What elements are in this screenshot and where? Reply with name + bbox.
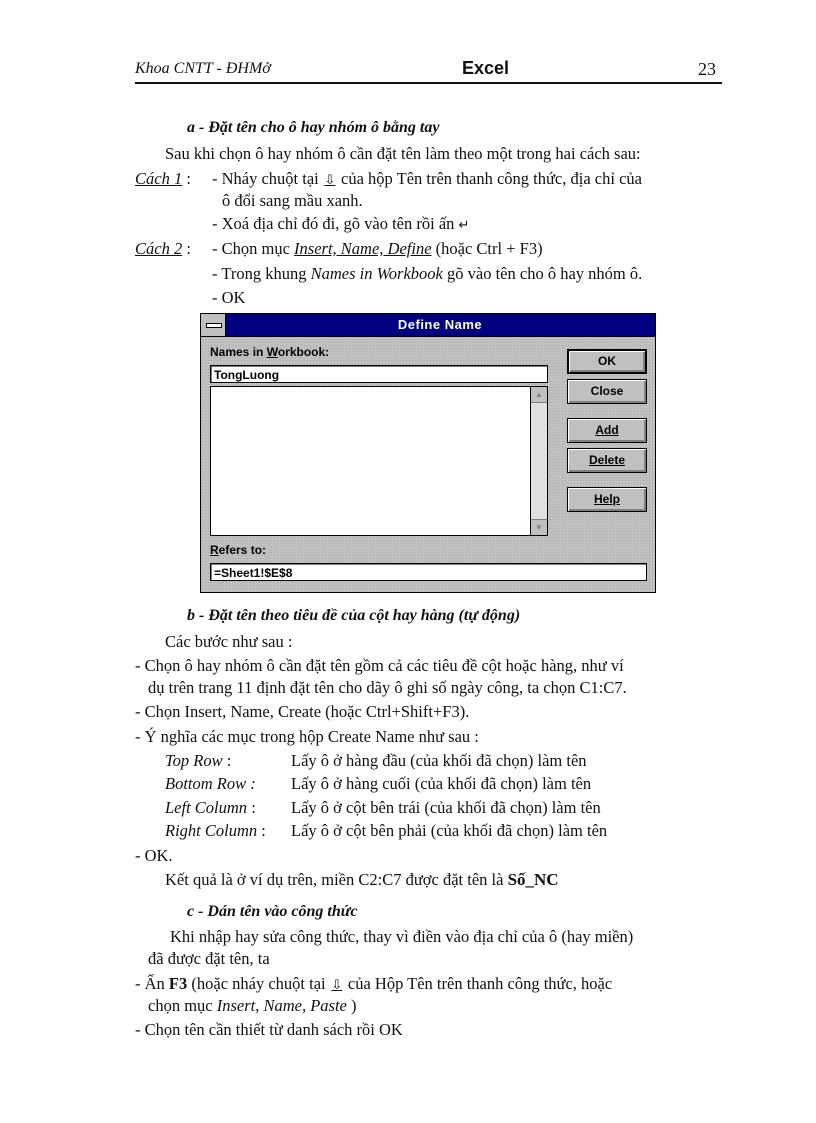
delete-button-label: Delete — [588, 453, 626, 467]
section-c-line1: Khi nhập hay sửa công thức, thay vì điền vào địa chỉ của ô (hay miền) — [170, 927, 634, 946]
cach1-line1: Cách 1 : — [135, 169, 191, 188]
result-name: Số_NC — [507, 870, 559, 889]
close-button[interactable]: Close — [567, 379, 647, 404]
page-number: 23 — [698, 59, 716, 79]
cach2-text-line1 — [212, 238, 543, 260]
section-b-ok: - OK. — [135, 846, 173, 865]
refers-to-input[interactable]: =Sheet1!$E$8 — [210, 563, 647, 581]
header-rule — [135, 82, 722, 84]
dialog-title: Define Name — [397, 317, 483, 332]
names-listbox[interactable] — [210, 386, 548, 536]
option-sep: : — [261, 821, 266, 840]
step1-key: F3 — [168, 974, 188, 993]
cach2-line1-pre: - Chọn mục — [212, 239, 290, 258]
step1-line2-italic: Insert, Name, Paste — [216, 996, 347, 1015]
dialog-titlebar — [201, 314, 655, 337]
option-right-column — [165, 820, 266, 842]
cach2-line1-italic: Insert, Name, Define — [294, 239, 432, 258]
cach2-text-line3: - OK — [212, 288, 246, 307]
help-button[interactable] — [567, 487, 647, 512]
section-a-heading: a - Đặt tên cho ô hay nhóm ô bằng tay — [187, 119, 440, 136]
option-desc: Lấy ô ở cột bên trái (của khối đã chọn) làm tên — [291, 798, 601, 817]
option-term: Left Column — [165, 798, 248, 817]
step1-post: của Hộp Tên trên thanh công thức, hoặc — [347, 974, 613, 993]
names-in-workbook-label: Names in Workbook: — [210, 345, 330, 359]
add-button-label: Add — [595, 423, 619, 437]
add-button[interactable] — [567, 418, 647, 443]
section-c-heading: c - Dán tên vào công thức — [187, 903, 358, 920]
cach1-line3-text: - Xoá địa chỉ đó đi, gõ vào tên rồi ấn — [212, 214, 455, 233]
define-name-dialog — [200, 313, 656, 593]
option-desc: Lấy ô ở cột bên phải (của khối đã chọn) làm tên — [291, 821, 608, 840]
cach1-line1-post: của hộp Tên trên thanh công thức, địa chỉ của — [341, 169, 642, 188]
step1-mid: (hoặc nháy chuột tại — [191, 974, 326, 993]
option-bottom-row — [165, 773, 256, 795]
option-term: Top Row — [165, 751, 223, 770]
scroll-up-icon[interactable]: ▲ — [531, 387, 547, 403]
listbox-scrollbar[interactable] — [530, 387, 547, 535]
help-button-label: Help — [593, 492, 620, 506]
scroll-down-icon[interactable]: ▼ — [531, 519, 547, 535]
step1-pre: - Ấn — [135, 974, 165, 993]
section-a-intro: Sau khi chọn ô hay nhóm ô cần đặt tên làm theo một trong hai cách sau: — [165, 144, 641, 163]
cach2-label: Cách 2 — [135, 239, 183, 258]
cach2-line2-italic: Names in Workbook — [310, 264, 443, 283]
section-c-step2: - Chọn tên cần thiết từ danh sách rồi OK — [135, 1020, 403, 1039]
section-c-step1-line2 — [148, 995, 357, 1017]
section-c-line2: đã được đặt tên, ta — [148, 949, 270, 968]
option-desc: Lấy ô ở hàng đầu (của khối đã chọn) làm tên — [291, 751, 587, 770]
down-arrow-icon: ⇩ — [324, 173, 336, 188]
option-term: Bottom Row — [165, 774, 247, 793]
section-b-step1-line2: dụ trên trang 11 định đặt tên cho dãy ô ghi số ngày công, ta chọn C1:C7. — [148, 678, 627, 697]
option-term: Right Column — [165, 821, 258, 840]
option-left-column — [165, 797, 256, 819]
down-arrow-icon: ⇩ — [331, 978, 343, 993]
header-left-text: Khoa CNTT - ĐHMở — [135, 60, 271, 77]
section-b-result — [165, 869, 559, 891]
option-sep: : — [250, 774, 256, 793]
section-c-step1-line1 — [135, 973, 612, 997]
option-top-row — [165, 750, 231, 772]
enter-key-icon: ↵ — [458, 218, 470, 233]
cach1-text-line2: ô đổi sang mầu xanh. — [222, 191, 363, 210]
cach2-line1: Cách 2 : — [135, 239, 191, 258]
cach1-text-line1 — [212, 168, 642, 192]
step1-line2-post: ) — [351, 996, 357, 1015]
header-title: Excel — [462, 58, 510, 78]
section-b-heading: b - Đặt tên theo tiêu đề của cột hay hàng (tự động) — [187, 607, 521, 624]
step1-line2-pre: chọn mục — [148, 996, 213, 1015]
ok-button[interactable]: OK — [567, 349, 647, 374]
section-b-step2: - Chọn Insert, Name, Create (hoặc Ctrl+Shift+F3). — [135, 702, 470, 721]
result-text: Kết quả là ở ví dụ trên, miền C2:C7 được đặt tên là — [165, 870, 504, 889]
cach1-line1-pre: - Nháy chuột tại — [212, 169, 319, 188]
option-desc: Lấy ô ở hàng cuối (của khối đã chọn) làm tên — [291, 774, 592, 793]
name-input[interactable]: TongLuong — [210, 365, 548, 383]
cach1-text-line3 — [212, 213, 469, 237]
section-b-intro: Các bước như sau : — [165, 632, 293, 651]
delete-button[interactable] — [567, 448, 647, 473]
section-b-step3: - Ý nghĩa các mục trong hộp Create Name như sau : — [135, 727, 479, 746]
section-b-step1-line1: - Chọn ô hay nhóm ô cần đặt tên gồm cả các tiêu đề cột hoặc hàng, như ví — [135, 656, 624, 675]
cach2-text-line2 — [212, 263, 642, 285]
cach2-line2-post: gõ vào tên cho ô hay nhóm ô. — [447, 264, 643, 283]
option-sep: : — [251, 798, 256, 817]
option-sep: : — [226, 751, 232, 770]
cach1-label: Cách 1 — [135, 169, 183, 188]
refers-to-label: Refers to: — [210, 543, 267, 557]
cach2-line1-post: (hoặc Ctrl + F3) — [435, 239, 543, 258]
system-menu-icon[interactable] — [201, 314, 226, 336]
cach2-line2-pre: - Trong khung — [212, 264, 307, 283]
